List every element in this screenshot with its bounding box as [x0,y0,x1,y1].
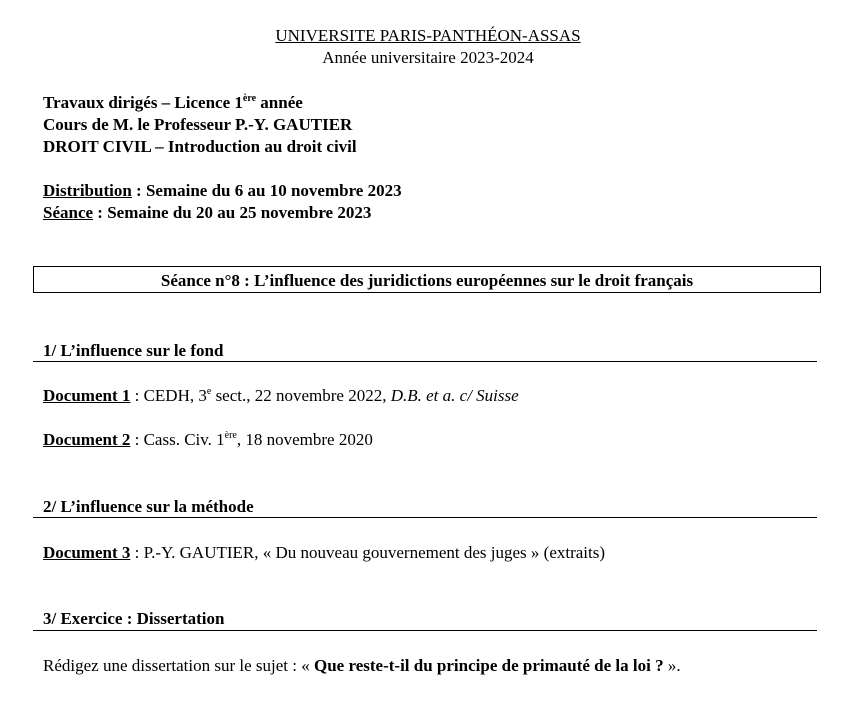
document-1-line: Document 1 : CEDH, 3e sect., 22 novembre 2022, D.B. et a. c/ Suisse [43,386,519,405]
section-2-rule [33,517,817,518]
section-2-heading: 2/ L’influence sur la méthode [43,497,254,516]
academic-year: Année universitaire 2023-2024 [322,48,534,67]
document-2-line: Document 2 : Cass. Civ. 1ère, 18 novembre 2020 [43,430,373,449]
course-line-2: Cours de M. le Professeur P.-Y. GAUTIER [43,115,353,134]
seance-label: Séance [43,203,94,222]
university-name: UNIVERSITE PARIS-PANTHÉON-ASSAS [275,26,581,45]
section-1-heading: 1/ L’influence sur le fond [43,341,224,360]
section-1-rule [33,361,817,362]
course-line-3: DROIT CIVIL – Introduction au droit civil [43,137,357,156]
exercise-subject: Que reste-t-il du principe de primauté de la loi ? [314,656,664,675]
university-title [0,26,842,46]
distribution-label: Distribution [43,181,132,200]
exercise-line: Rédigez une dissertation sur le sujet : « Que reste-t-il du principe de primauté de la loi ? ». [43,656,681,675]
seance-line: Séance : Semaine du 20 au 25 novembre 2023 [43,203,372,222]
document-2-label: Document 2 [43,430,131,449]
section-3-heading: 3/ Exercice : Dissertation [43,609,225,628]
distribution-line: Distribution : Semaine du 6 au 10 novembre 2023 [43,181,402,200]
seance-title: Séance n°8 : L’influence des juridictions européennes sur le droit français [160,271,694,290]
document-3-label: Document 3 [43,543,131,562]
document-1-label: Document 1 [43,386,131,405]
document-3-line: Document 3 : P.-Y. GAUTIER, « Du nouveau gouvernement des juges » (extraits) [43,543,606,562]
seance-title-box [33,266,821,293]
section-3-rule [33,630,817,631]
course-line-1: Travaux dirigés – Licence 1ère année [43,93,303,112]
